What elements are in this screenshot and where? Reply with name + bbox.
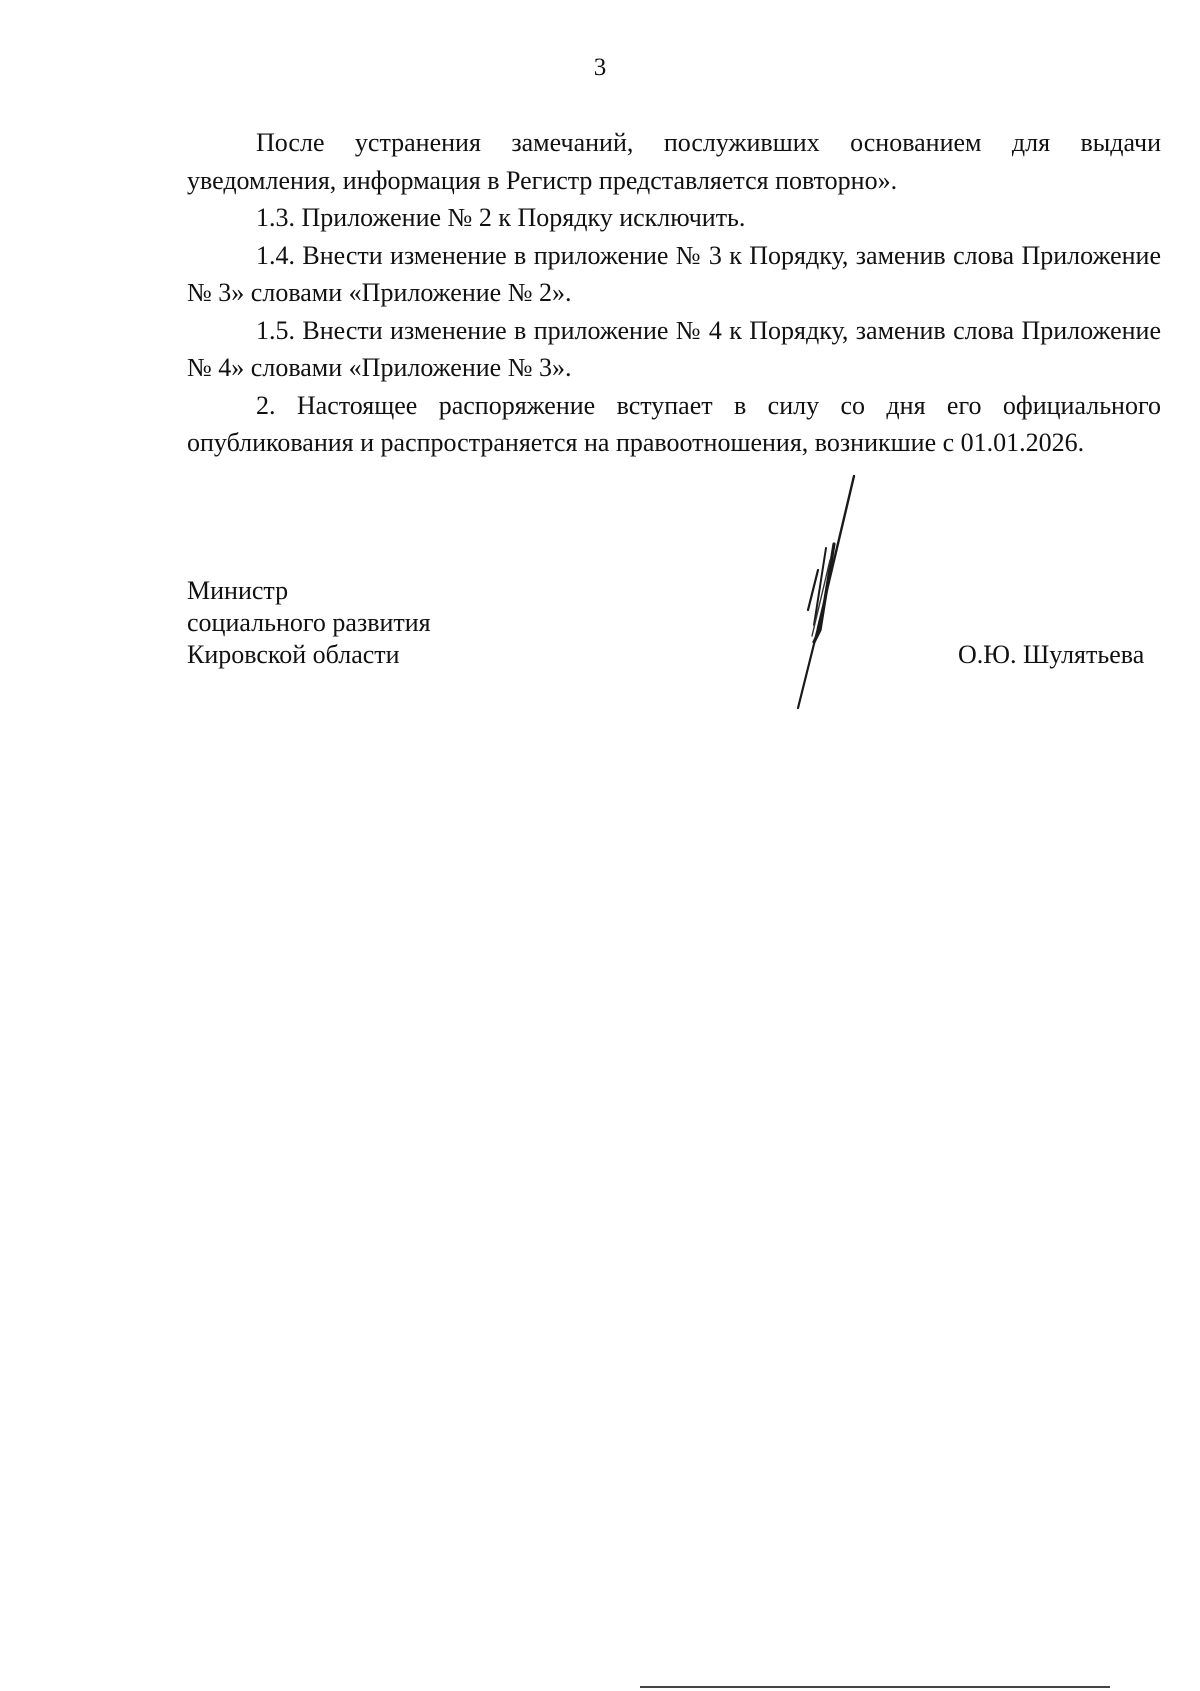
paragraph-2-effective-date: 2. Настоящее распоряжение вступает в силу со дня его официального опубликования и распространяется на правоотношения, возникшие с 01.01.2026.: [187, 390, 1161, 457]
paragraph-registry-resubmission: После устранения замечаний, послуживших основанием для выдачи уведомления, информация в Регистр представляется повторно».: [187, 128, 1161, 195]
handwritten-signature: [790, 460, 950, 720]
paragraph-1-3: 1.3. Приложение № 2 к Порядку исключить.: [256, 203, 746, 232]
position-department: социального развития: [187, 608, 431, 637]
paragraph-1-5: 1.5. Внести изменение в приложение № 4 к Порядку, заменив слова Приложение № 4» словами «Приложение № 3».: [187, 315, 1161, 382]
signer-name: О.Ю. Шулятьева: [958, 640, 1145, 669]
document-body: [187, 124, 1161, 462]
position-title: Министр: [187, 576, 289, 605]
paragraph-1-4: 1.4. Внести изменение в приложение № 3 к Порядку, заменив слова Приложение № 3» словами «Приложение № 2».: [187, 240, 1161, 307]
page-number: 3: [593, 54, 607, 81]
position-region: Кировской области: [187, 640, 400, 669]
scan-edge-line: [640, 1686, 1110, 1688]
signatory-position: [187, 575, 431, 671]
